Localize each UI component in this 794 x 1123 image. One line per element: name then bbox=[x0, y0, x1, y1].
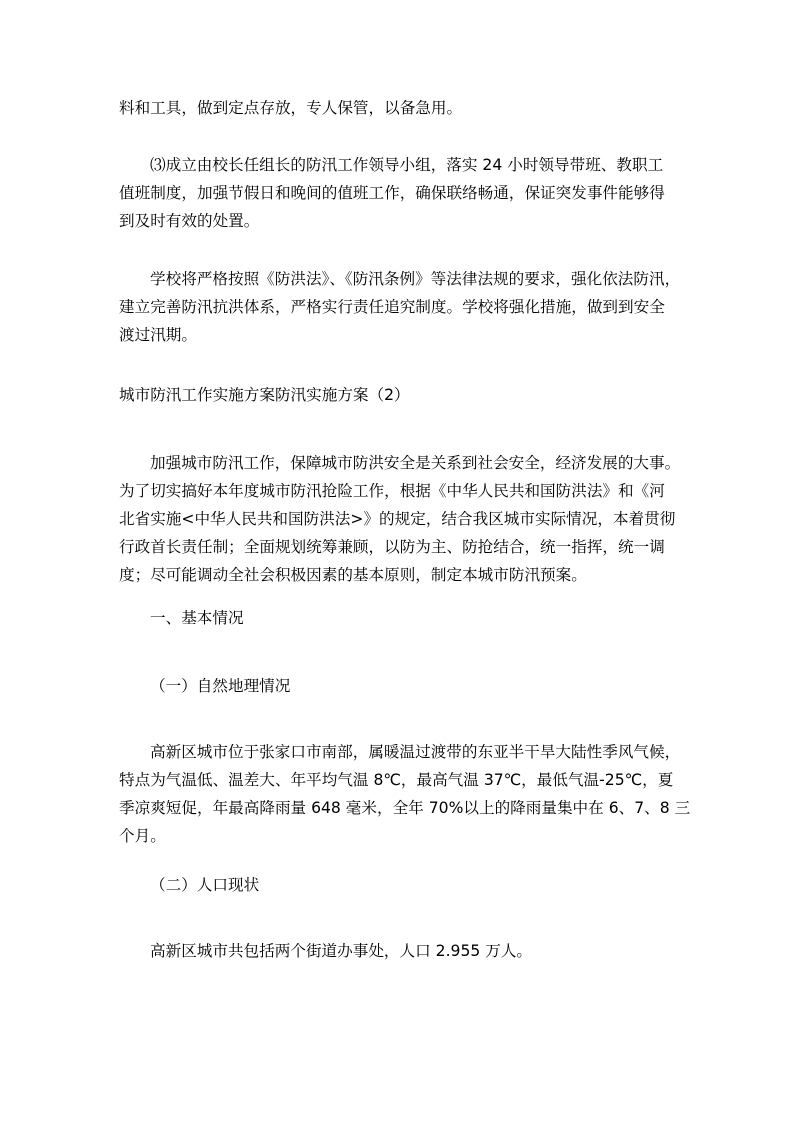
text-line: 到及时有效的处置。 bbox=[119, 212, 260, 230]
text-line: 为了切实搞好本年度城市防汛抢险工作，根据《中华人民共和国防洪法》和《河 bbox=[119, 482, 665, 500]
text-line: 高新区城市位于张家口市南部，属暖温过渡带的东亚半干旱大陆性季风气候， bbox=[150, 743, 681, 761]
text-line: 渡过汛期。 bbox=[119, 326, 197, 344]
paragraph-climate bbox=[119, 738, 691, 850]
text-line: 个月。 bbox=[119, 827, 166, 845]
text-line: 特点为气温低、温差大、年平均气温 8℃，最高气温 37℃，最低气温-25℃，夏 bbox=[119, 771, 674, 789]
section-title-text: 城市防汛工作实施方案防汛实施方案（2） bbox=[119, 386, 410, 404]
heading-text: （一）自然地理情况 bbox=[150, 677, 291, 695]
text-line: 行政首长责任制；全面规划统筹兼顾，以防为主、防抢结合，统一指挥，统一调 bbox=[119, 538, 665, 556]
text-line: 季凉爽短促，年最高降雨量 648 毫米，全年 70%以上的降雨量集中在 6、7、8 三 bbox=[119, 799, 691, 817]
heading-text: 一、基本情况 bbox=[150, 609, 244, 627]
text-line: 度；尽可能调动全社会积极因素的基本原则，制定本城市防汛预案。 bbox=[119, 566, 587, 584]
text-line: 料和工具，做到定点存放，专人保管，以备急用。 bbox=[119, 99, 463, 117]
text-line: 学校将严格按照《防洪法》、《防汛条例》等法律法规的要求，强化依法防汛， bbox=[150, 270, 681, 288]
paragraph-materials bbox=[119, 94, 679, 122]
heading-text: （二）人口现状 bbox=[150, 876, 260, 894]
paragraph-leadership-group bbox=[119, 151, 679, 235]
text-line: 加强城市防汛工作，保障城市防洪安全是关系到社会安全，经济发展的大事。 bbox=[150, 454, 681, 472]
section-title bbox=[119, 381, 679, 409]
heading-population bbox=[119, 871, 679, 899]
text-line: 建立完善防汛抗洪体系，严格实行责任追究制度。学校将强化措施，做到到安全 bbox=[119, 298, 665, 316]
text-line: 高新区城市共包括两个街道办事处，人口 2.955 万人。 bbox=[150, 942, 533, 960]
paragraph-school-commitment bbox=[119, 265, 679, 349]
text-line: 北省实施<中华人民共和国防洪法>》的规定，结合我区城市实际情况，本着贯彻 bbox=[119, 510, 676, 528]
heading-basic-situation bbox=[119, 604, 679, 632]
paragraph-population bbox=[119, 937, 679, 965]
heading-natural-geography bbox=[119, 672, 679, 700]
text-line: ⑶成立由校长任组长的防汛工作领导小组，落实 24 小时领导带班、教职工 bbox=[150, 156, 664, 174]
text-line: 值班制度，加强节假日和晚间的值班工作，确保联络畅通，保证突发事件能够得 bbox=[119, 184, 665, 202]
paragraph-introduction bbox=[119, 449, 679, 589]
